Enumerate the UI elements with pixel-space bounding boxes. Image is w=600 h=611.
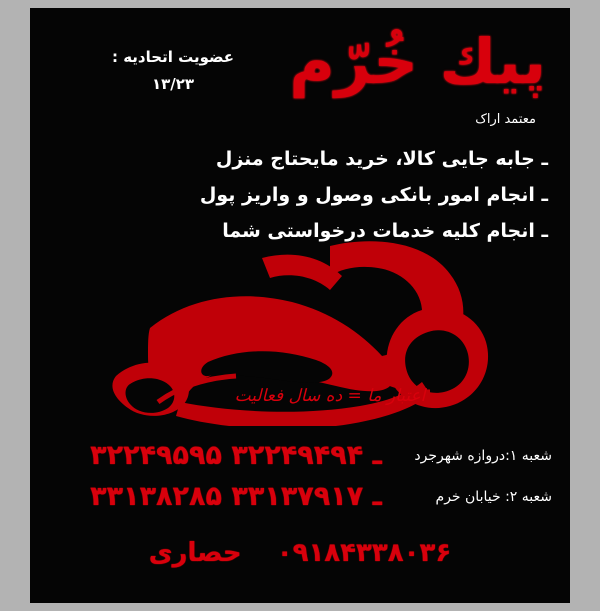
branch-phone-numbers: ۳۳۱۳۸۲۸۵ ـ ۳۳۱۳۷۹۱۷: [90, 481, 382, 512]
branch-row: [30, 481, 570, 512]
branch-phone-numbers: ۳۲۲۴۹۵۹۵ ـ ۳۲۲۴۹۴۹۴: [90, 440, 382, 471]
contact-person-name: حصاری: [148, 538, 242, 568]
mobile-number: ۰۹۱۸۴۳۳۸۰۳۶: [276, 538, 452, 568]
script-slogan: اعتبار ما = ده سال فعالیت: [234, 386, 426, 406]
service-item: ـ جابه جایی کالا، خرید مایحتاج منزل: [215, 148, 548, 170]
branch-label: شعبه ۱:دروازه شهرجرد: [414, 447, 552, 464]
branch-label: شعبه ۲: خیابان خرم: [435, 488, 552, 505]
service-item: ـ انجام امور بانکی وصول و واریز پول: [199, 184, 548, 206]
brand-title: پیك خُرّم: [289, 25, 546, 98]
service-item: ـ انجام کلیه خدمات درخواستی شما: [222, 220, 548, 242]
membership-block: [98, 46, 248, 95]
membership-number: ۱۳/۲۳: [151, 74, 195, 93]
mobile-contact-row: [30, 538, 570, 568]
advertisement-poster: [30, 8, 570, 603]
membership-label: عضویت اتحادیه :: [111, 48, 235, 66]
branch-row: [30, 440, 570, 471]
branches-block: [30, 440, 570, 522]
brand-subtitle: معتمد اراک: [475, 112, 536, 127]
